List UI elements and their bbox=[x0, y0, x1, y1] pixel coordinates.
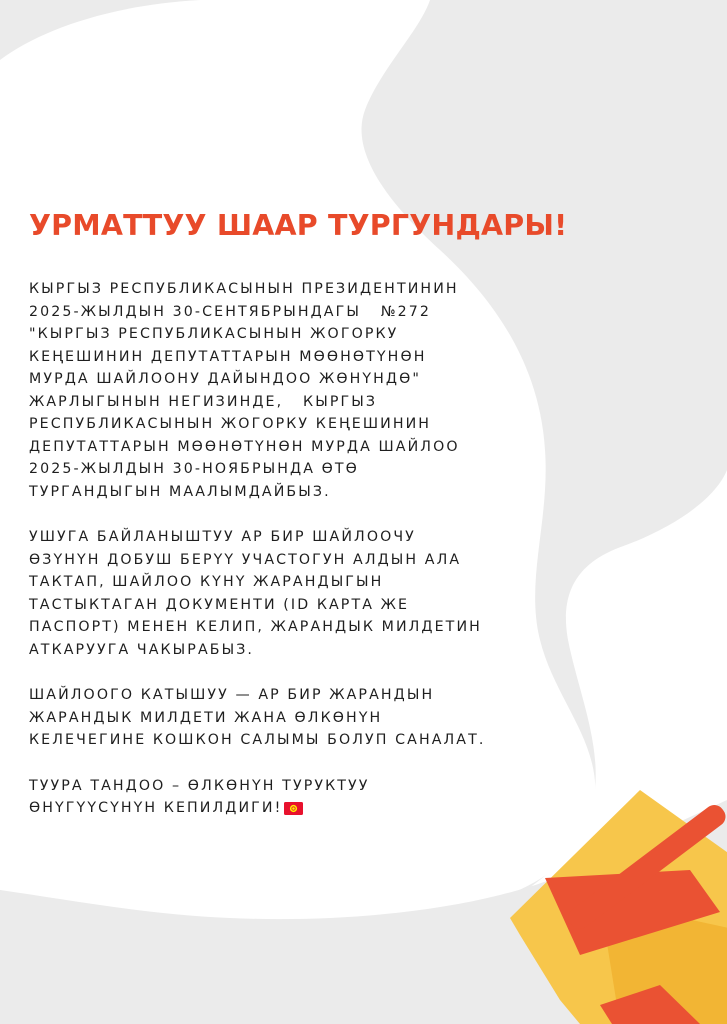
text-line: ӨНҮГҮҮСҮНҮН КЕПИЛДИГИ! bbox=[29, 800, 283, 816]
notice-content bbox=[29, 206, 609, 843]
text-line: "КЫРГЫЗ РЕСПУБЛИКАСЫНЫН ЖОГОРКУ bbox=[29, 326, 399, 342]
text-line: ТУРГАНДЫГЫН МААЛЫМДАЙБЫЗ. bbox=[29, 483, 331, 500]
text-line: ПАСПОРТ) МЕНЕН КЕЛИП, ЖАРАНДЫК МИЛДЕТИН bbox=[29, 619, 482, 635]
text-line-with-flag bbox=[29, 797, 609, 820]
text-line: МУРДА ШАЙЛООНУ ДАЙЫНДОО ЖӨНҮНДӨ" bbox=[29, 371, 422, 387]
paragraph-closing bbox=[29, 775, 609, 820]
text-line: 2025-ЖЫЛДЫН 30-СЕНТЯБРЫНДАГЫ №272 bbox=[29, 303, 432, 320]
text-line: ЖАРЛЫГЫНЫН НЕГИЗИНДЕ, КЫРГЫЗ bbox=[29, 393, 378, 410]
text-line: ДЕПУТАТТАРЫН МӨӨНӨТҮНӨН МУРДА ШАЙЛОО bbox=[29, 438, 460, 455]
text-line: РЕСПУБЛИКАСЫНЫН ЖОГОРКУ КЕҢЕШИНИН bbox=[29, 416, 432, 432]
text-line: ШАЙЛООГО КАТЫШУУ — АР БИР ЖАРАНДЫН bbox=[29, 687, 435, 703]
text-line: КЕЛЕЧЕГИНЕ КОШКОН САЛЫМЫ БОЛУП САНАЛАТ. bbox=[29, 732, 486, 748]
paragraph-decree bbox=[29, 278, 609, 503]
text-line: АТКАРУУГА ЧАКЫРАБЫЗ. bbox=[29, 641, 255, 658]
text-line: КЫРГЫЗ РЕСПУБЛИКАСЫНЫН ПРЕЗИДЕНТИНИН bbox=[29, 281, 459, 297]
text-line: ТУУРА ТАНДОО – ӨЛКӨНҮН ТУРУКТУУ bbox=[29, 777, 370, 794]
kyrgyzstan-flag-icon bbox=[284, 802, 303, 815]
text-line: ТАСТЫКТАГАН ДОКУМЕНТИ (ID КАРТА ЖЕ bbox=[29, 596, 410, 613]
paragraph-civic-duty bbox=[29, 684, 609, 752]
text-line: 2025-ЖЫЛДЫН 30-НОЯБРЫНДА ӨТӨ bbox=[29, 461, 359, 477]
text-line: КЕҢЕШИНИН ДЕПУТАТТАРЫН МӨӨНӨТҮНӨН bbox=[29, 348, 427, 365]
text-line: ЖАРАНДЫК МИЛДЕТИ ЖАНА ӨЛКӨНҮН bbox=[29, 709, 383, 726]
text-line: УШУГА БАЙЛАНЫШТУУ АР БИР ШАЙЛООЧУ bbox=[29, 529, 416, 545]
page-title: УРМАТТУУ ШААР ТУРГУНДАРЫ! bbox=[29, 209, 568, 242]
text-line: ТАКТАП, ШАЙЛОО КҮНҮ ЖАРАНДЫГЫН bbox=[29, 574, 384, 590]
paragraph-call-to-vote bbox=[29, 526, 609, 661]
text-line: ӨЗҮНҮН ДОБУШ БЕРҮҮ УЧАСТОГУН АЛДЫН АЛА bbox=[29, 551, 462, 568]
